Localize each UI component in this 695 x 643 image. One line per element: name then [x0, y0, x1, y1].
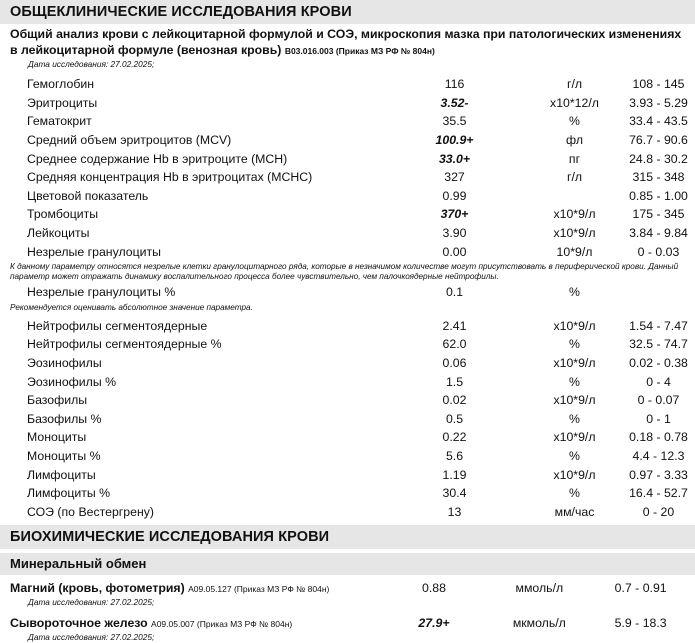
- row-name: Незрелые гранулоциты %: [27, 285, 176, 300]
- row-unit: х10*9/л: [553, 393, 596, 408]
- table-row: [0, 372, 695, 391]
- row-ref: 33.4 - 43.5: [629, 114, 688, 129]
- row-value: 0.1: [445, 285, 464, 300]
- row-name: Среднее содержание Hb в эритроците (MCH): [27, 151, 288, 166]
- bio-section-title: БИОХИМИЧЕСКИЕ ИССЛЕДОВАНИЯ КРОВИ: [0, 525, 695, 549]
- row-value: 0.00: [442, 244, 467, 259]
- table-row: [0, 428, 695, 447]
- row-name: Нейтрофилы сегментоядерные: [27, 318, 208, 333]
- row-value: 116: [444, 77, 465, 92]
- row-value: 0.06: [442, 356, 467, 371]
- row-ref: 0 - 20: [642, 504, 675, 519]
- table-row: [0, 465, 695, 484]
- row-unit: х10*9/л: [553, 430, 596, 445]
- cbc-test-code: B03.016.003 (Приказ МЗ РФ № 804н): [284, 46, 435, 56]
- row-name: Цветовой показатель: [27, 188, 149, 203]
- cbc-results-table-a: [0, 75, 695, 261]
- row-ref: 0 - 4: [646, 374, 671, 389]
- row-unit: х10*9/л: [553, 356, 596, 371]
- bio-tests: [0, 579, 695, 643]
- row-unit: %: [569, 285, 580, 300]
- row-ref: 76.7 - 90.6: [629, 133, 688, 148]
- row-ref: 0.02 - 0.38: [629, 356, 688, 371]
- bio-test-date: Дата исследования: 27.02.2025;: [28, 597, 155, 608]
- row-ref: 108 - 145: [632, 77, 685, 92]
- table-row: [0, 317, 695, 336]
- bio-section: [0, 525, 695, 643]
- bio-test-ref: 0.7 - 0.91: [614, 581, 667, 596]
- table-row: [0, 354, 695, 373]
- bio-test-code: A09.05.127 (Приказ МЗ РФ № 804н): [188, 584, 330, 595]
- row-value: 1.5: [445, 374, 464, 389]
- row-name: Эритроциты: [27, 95, 98, 110]
- table-row: [0, 168, 695, 187]
- row-name: Гематокрит: [27, 114, 92, 129]
- row-name: Моноциты %: [27, 448, 101, 463]
- mineral-subsection-title: Минеральный обмен: [0, 553, 695, 575]
- row-ref: 0 - 0.07: [637, 393, 680, 408]
- row-name: Базофилы: [27, 393, 88, 408]
- bio-test-name-cell: [0, 616, 386, 630]
- row-value: 370+: [440, 207, 469, 222]
- row-unit: х10*9/л: [553, 318, 596, 333]
- cbc-test-title: [0, 24, 695, 59]
- row-unit: х10*9/л: [553, 226, 596, 241]
- table-row: [0, 502, 695, 521]
- row-unit: %: [569, 114, 580, 129]
- bio-test-row: [0, 579, 695, 597]
- row-name: Эозинофилы: [27, 356, 102, 371]
- row-unit: х10*12/л: [550, 95, 599, 110]
- row-unit: %: [569, 486, 580, 501]
- row-name: Средняя концентрация Hb в эритроцитах (MCHC): [27, 170, 313, 185]
- row-value: 2.41: [442, 318, 467, 333]
- row-ref: [622, 283, 695, 302]
- bio-test-ref: 5.9 - 18.3: [614, 616, 667, 631]
- bio-test-date: Дата исследования: 27.02.2025;: [28, 632, 155, 643]
- bio-test: [0, 614, 695, 643]
- row-unit: х10*9/л: [553, 207, 596, 222]
- row-name: Средний объем эритроцитов (MCV): [27, 133, 232, 148]
- bio-test-row: [0, 614, 695, 632]
- table-row: [0, 391, 695, 410]
- row-value: 30.4: [442, 486, 467, 501]
- row-name: СОЭ (по Вестергрену): [27, 504, 154, 519]
- table-row: [0, 224, 695, 243]
- table-row: [0, 94, 695, 113]
- note-absolute: Рекомендуется оценивать абсолютное значение параметра.: [10, 302, 253, 312]
- table-row: [0, 283, 695, 302]
- cbc-test-name: Общий анализ крови с лейкоцитарной формулой и СОЭ, микроскопия мазка при патологических изменениях в лейкоцитарной формуле (венозная кровь): [10, 27, 682, 57]
- row-value: 35.5: [442, 114, 467, 129]
- row-value: 3.90: [442, 226, 467, 241]
- row-name: Нейтрофилы сегментоядерные %: [27, 337, 222, 352]
- row-unit: мм/час: [554, 504, 595, 519]
- table-row: [0, 75, 695, 94]
- row-ref: 0.97 - 3.33: [629, 467, 688, 482]
- row-value: 0.5: [445, 411, 464, 426]
- row-unit: пг: [568, 151, 581, 166]
- row-name: Гемоглобин: [27, 77, 95, 92]
- row-unit: г/л: [566, 77, 583, 92]
- row-name: Эозинофилы %: [27, 374, 117, 389]
- table-row: [0, 242, 695, 261]
- row-value: 62.0: [442, 337, 467, 352]
- row-ref: 4.4 - 12.3: [632, 448, 685, 463]
- row-ref: 32.5 - 74.7: [629, 337, 688, 352]
- row-name: Тромбоциты: [27, 207, 99, 222]
- cbc-results-table-immature: [0, 283, 695, 302]
- row-ref: 0 - 0.03: [637, 244, 680, 259]
- row-name: Лейкоциты: [27, 226, 90, 241]
- cbc-results-table-b: [0, 317, 695, 522]
- row-value: 100.9+: [435, 133, 474, 148]
- table-row: [0, 410, 695, 429]
- cbc-date: Дата исследования: 27.02.2025;: [28, 59, 155, 69]
- row-ref: 315 - 348: [632, 170, 685, 185]
- row-value: 327: [444, 170, 465, 185]
- cbc-section-title: ОБЩЕКЛИНИЧЕСКИЕ ИССЛЕДОВАНИЯ КРОВИ: [0, 0, 695, 24]
- row-name: Лимфоциты %: [27, 486, 111, 501]
- row-ref: 175 - 345: [632, 207, 685, 222]
- bio-test: [0, 579, 695, 608]
- row-unit: фл: [565, 133, 584, 148]
- row-value: 33.0+: [438, 151, 471, 166]
- row-ref: 24.8 - 30.2: [629, 151, 688, 166]
- table-row: [0, 447, 695, 466]
- row-ref: 0 - 1: [646, 411, 671, 426]
- row-unit: 10*9/л: [556, 244, 593, 259]
- table-row: [0, 112, 695, 131]
- row-name: Базофилы %: [27, 411, 102, 426]
- row-ref: 0.18 - 0.78: [629, 430, 688, 445]
- row-ref: 1.54 - 7.47: [629, 318, 688, 333]
- bio-test-unit: мкмоль/л: [512, 616, 566, 631]
- row-name: Лимфоциты: [27, 467, 96, 482]
- row-unit: г/л: [566, 170, 583, 185]
- bio-test-value: 27.9+: [418, 616, 450, 631]
- bio-test-value: 0.88: [422, 581, 446, 596]
- row-name: Моноциты: [27, 430, 87, 445]
- row-name: Незрелые гранулоциты: [27, 244, 161, 259]
- note-immature-granulocytes: К данному параметру относятся незрелые клетки гранулоцитарного ряда, которые в незначимом количестве могут присутствовать в периферической крови. Данный параметр может отражать динамику воспалительного процесса более чувствительно, чем палочкоядерные нейтрофилы.: [10, 261, 679, 281]
- row-value: 0.02: [442, 393, 467, 408]
- row-value: 0.22: [442, 430, 467, 445]
- row-unit: [527, 187, 622, 206]
- table-row: [0, 335, 695, 354]
- row-value: 0.99: [442, 188, 467, 203]
- row-ref: 3.84 - 9.84: [629, 226, 688, 241]
- bio-test-name: Магний (кровь, фотометрия): [10, 581, 185, 596]
- row-unit: х10*9/л: [553, 467, 596, 482]
- row-ref: 3.93 - 5.29: [629, 95, 688, 110]
- row-value: 3.52-: [440, 95, 469, 110]
- row-value: 5.6: [445, 448, 464, 463]
- bio-test-name-cell: [0, 581, 386, 595]
- row-unit: %: [569, 411, 580, 426]
- row-unit: %: [569, 374, 580, 389]
- row-value: 1.19: [442, 467, 467, 482]
- bio-test-unit: ммоль/л: [515, 581, 564, 596]
- table-row: [0, 205, 695, 224]
- table-row: [0, 131, 695, 150]
- row-unit: %: [569, 448, 580, 463]
- row-unit: %: [569, 337, 580, 352]
- row-ref: 16.4 - 52.7: [629, 486, 688, 501]
- table-row: [0, 187, 695, 206]
- row-value: 13: [447, 504, 462, 519]
- table-row: [0, 149, 695, 168]
- bio-test-name: Сывороточное железо: [10, 616, 148, 631]
- row-ref: 0.85 - 1.00: [629, 188, 688, 203]
- table-row: [0, 484, 695, 503]
- bio-test-code: A09.05.007 (Приказ МЗ РФ № 804н): [151, 619, 293, 630]
